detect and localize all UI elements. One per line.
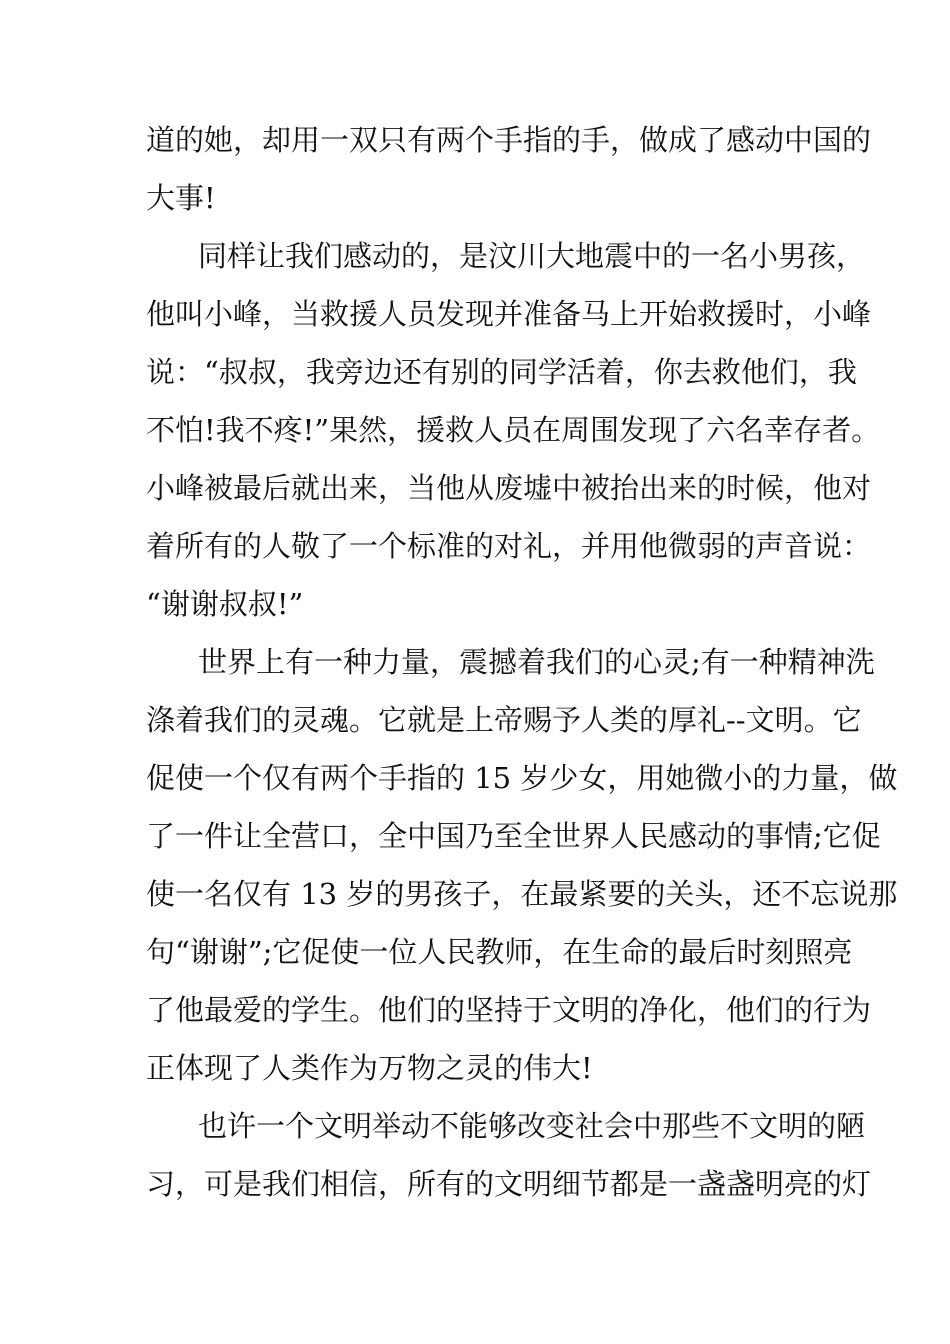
text-line: 了一件让全营口，全中国乃至全世界人民感动的事情;它促 — [146, 819, 881, 853]
text-line: 正体现了人类作为万物之灵的伟大! — [146, 1051, 593, 1085]
text-line: 道的她，却用一双只有两个手指的手，做成了感动中国的 — [146, 123, 872, 157]
text-line: 句“谢谢”;它促使一位人民教师，在生命的最后时刻照亮 — [146, 935, 853, 969]
text-line: 不怕!我不疼!”果然，援救人员在周围发现了六名幸存者。 — [146, 413, 881, 447]
text-line: 世界上有一种力量，震撼着我们的心灵;有一种精神洗 — [198, 645, 875, 679]
text-line: 说：“叔叔，我旁边还有别的同学活着，你去救他们，我 — [146, 355, 857, 389]
text-line: 涤着我们的灵魂。它就是上帝赐予人类的厚礼--文明。它 — [146, 703, 862, 737]
text-line: “谢谢叔叔!” — [146, 587, 304, 621]
text-line: 习，可是我们相信，所有的文明细节都是一盏盏明亮的灯 — [146, 1167, 872, 1201]
text-line: 着所有的人敬了一个标准的对礼，并用他微弱的声音说： — [146, 529, 872, 563]
text-line: 促使一个仅有两个手指的 15 岁少女，用她微小的力量，做 — [146, 761, 898, 795]
text-line: 使一名仅有 13 岁的男孩子，在最紧要的关头，还不忘说那 — [146, 877, 898, 911]
text-line: 小峰被最后就出来，当他从废墟中被抬出来的时候，他对 — [146, 471, 872, 505]
text-line: 大事! — [146, 181, 216, 215]
text-line: 了他最爱的学生。他们的坚持于文明的净化，他们的行为 — [146, 993, 872, 1027]
text-line: 同样让我们感动的，是汶川大地震中的一名小男孩， — [198, 239, 866, 273]
text-line: 也许一个文明举动不能够改变社会中那些不文明的陋 — [198, 1109, 866, 1143]
text-line: 他叫小峰，当救援人员发现并准备马上开始救援时，小峰 — [146, 297, 872, 331]
